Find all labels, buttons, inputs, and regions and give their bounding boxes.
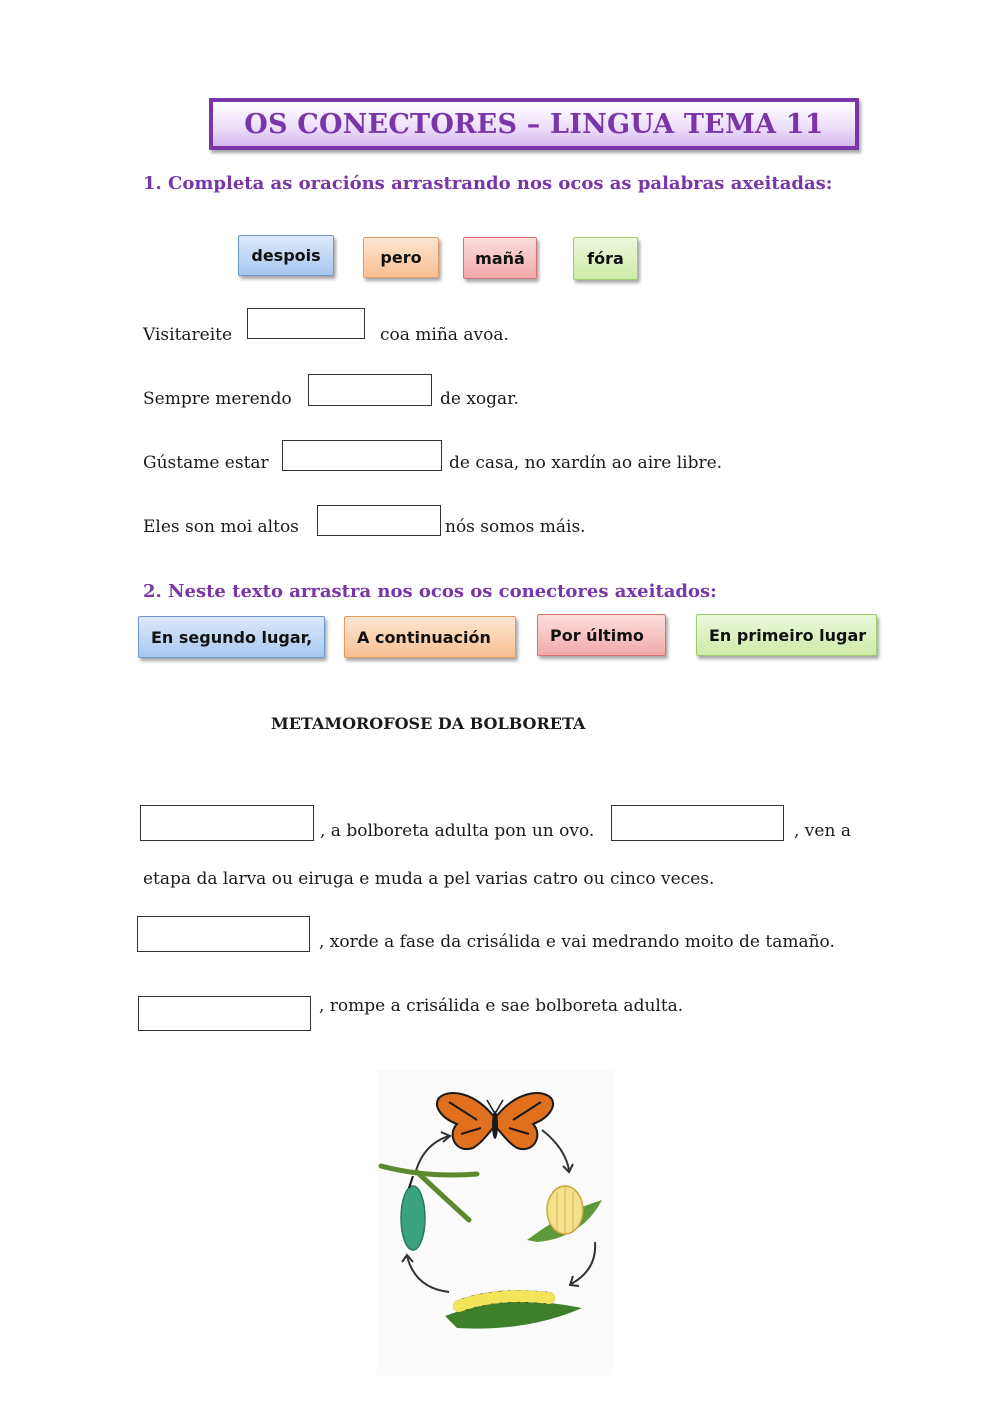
text-line-4: , rompe a crisálida e sae bolboreta adulta. xyxy=(319,996,684,1016)
chip-despois[interactable]: despois xyxy=(238,235,334,276)
sentence-3-blank[interactable] xyxy=(282,440,442,471)
chip-a-continuacion[interactable]: A continuación xyxy=(344,616,516,658)
chip-fora[interactable]: fóra xyxy=(573,237,638,280)
sentence-1-after: coa miña avoa. xyxy=(380,325,509,345)
text-line-3: , xorde a fase da crisálida e vai medrando moito de tamaño. xyxy=(319,932,835,952)
chip-pero[interactable]: pero xyxy=(363,237,439,278)
chip-en-primeiro-lugar[interactable]: En primeiro lugar xyxy=(696,614,877,656)
text-line-1b: , ven a xyxy=(794,821,851,841)
page-title: OS CONECTORES – LINGUA TEMA 11 xyxy=(244,108,824,140)
exercise-1-heading: 1. Completa as oracións arrastrando nos ocos as palabras axeitadas: xyxy=(143,173,833,194)
chip-mana[interactable]: mañá xyxy=(463,237,537,279)
text-blank-2[interactable] xyxy=(611,805,784,841)
sentence-2-after: de xogar. xyxy=(440,389,519,409)
sentence-3-after: de casa, no xardín ao aire libre. xyxy=(449,453,723,473)
sentence-2-before: Sempre merendo xyxy=(143,389,292,409)
text-line-1a: , a bolboreta adulta pon un ovo. xyxy=(320,821,595,841)
page-title-box xyxy=(209,98,859,150)
text-blank-3[interactable] xyxy=(137,916,310,952)
sentence-4-before: Eles son moi altos xyxy=(143,517,299,537)
chip-por-ultimo[interactable]: Por último xyxy=(537,614,666,656)
sentence-2-blank[interactable] xyxy=(308,374,432,406)
sentence-1-blank[interactable] xyxy=(247,308,365,339)
sentence-3-before: Gústame estar xyxy=(143,453,269,473)
chip-en-segundo-lugar[interactable]: En segundo lugar, xyxy=(138,616,325,658)
text-blank-1[interactable] xyxy=(140,805,314,841)
text-title: METAMOROFOSE DA BOLBORETA xyxy=(271,714,586,733)
sentence-4-after: nós somos máis. xyxy=(445,517,586,537)
text-blank-4[interactable] xyxy=(138,996,311,1031)
sentence-1-before: Visitareite xyxy=(143,325,233,345)
exercise-2-heading: 2. Neste texto arrastra nos ocos os conectores axeitados: xyxy=(143,581,717,602)
text-line-2: etapa da larva ou eiruga e muda a pel varias catro ou cinco veces. xyxy=(143,869,715,889)
butterfly-life-cycle-illustration xyxy=(377,1070,613,1375)
sentence-4-blank[interactable] xyxy=(317,505,441,536)
